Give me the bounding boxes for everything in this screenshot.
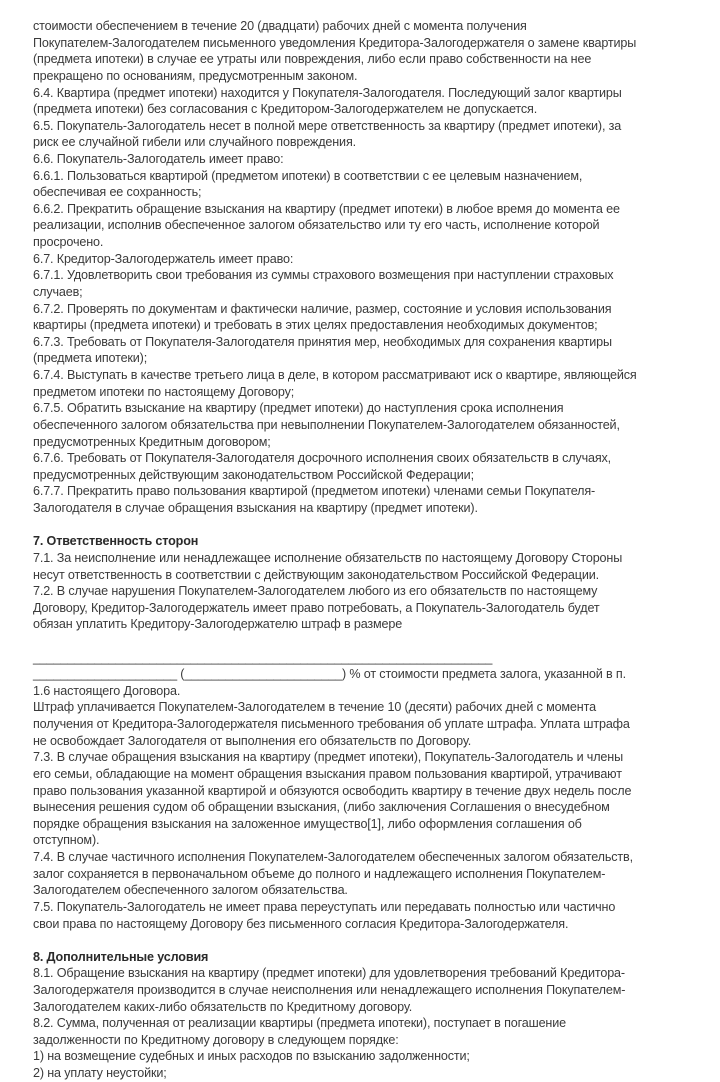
- text-line: предусмотренных Кредитным договором;: [33, 434, 271, 449]
- text-line: обязан уплатить Кредитору-Залогодержателю штраф в размере: [33, 617, 403, 632]
- text-line: 6.7.5. Обратить взыскание на квартиру (предмет ипотеки) до наступления срока исполнения: [33, 401, 564, 416]
- text-line: 6.7. Кредитор-Залогодержатель имеет право:: [33, 251, 294, 266]
- text-line: стоимости обеспечением в течение 20 (двадцати) рабочих дней с момента получения: [33, 19, 527, 33]
- text-line: Залогодателя в случае обращения взыскания на квартиру (предмет ипотеки).: [33, 501, 478, 515]
- text-line: 6.5. Покупатель-Залогодатель несет в полной мере ответственность за квартиру (предмет ипотеки), за: [33, 118, 622, 133]
- text-line: 6.7.7. Прекратить право пользования квартирой (предметом ипотеки) членами семьи Покупателя-: [33, 484, 596, 499]
- text-line: квартиры (предмета ипотеки) и требовать в этих целях предоставления необходимых документов;: [33, 318, 598, 333]
- text-line: отступном).: [33, 833, 100, 848]
- text-line: порядке обращения взыскания на заложенное имущество[1], либо оформления соглашения об: [33, 816, 582, 831]
- text-line: получения от Кредитора-Залогодержателя письменного требования об уплате штрафа. Уплата штрафа: [33, 717, 630, 731]
- text-line: Договору, Кредитор-Залогодержатель имеет право потребовать, а Покупатель-Залогодатель будет: [33, 600, 600, 615]
- text-line: прекращено по основаниям, предусмотренным законом.: [33, 68, 358, 83]
- text-line: несут ответственность в соответствии с действующим законодательством Российской Федерации.: [33, 567, 599, 582]
- text-line: 2) на уплату неустойки;: [33, 1066, 167, 1081]
- text-line: предусмотренных действующим законодательством Российской Федерации;: [33, 467, 474, 482]
- text-line: _____________________ (_______________________) % от стоимости предмета залога, указанной в п.: [33, 667, 626, 682]
- text-line: (предмета ипотеки) в случае ее утраты или повреждения, либо если право собственности на нее: [33, 52, 592, 67]
- text-line: 8.1. Обращение взыскания на квартиру (предмет ипотеки) для удовлетворения требований Кредитора-: [33, 966, 625, 981]
- text-line: 7.5. Покупатель-Залогодатель не имеет права переуступать или передавать полностью или частично: [33, 899, 616, 914]
- text-line: Залогодателем каких-либо обязательств по Кредитному договору.: [33, 999, 413, 1014]
- text-line: 1.6 настоящего Договора.: [33, 683, 181, 698]
- text-line: 8.2. Сумма, полученная от реализации квартиры (предмета ипотеки), поступает в погашение: [33, 1016, 566, 1031]
- text-line: 6.6.1. Пользоваться квартирой (предметом ипотеки) в соответствии с ее целевым назначением,: [33, 168, 583, 183]
- text-line: 6.7.4. Выступать в качестве третьего лица в деле, в котором рассматривают иск о квартире, являющейся: [33, 368, 637, 382]
- text-line: случаев;: [33, 284, 83, 299]
- text-line: 1) на возмещение судебных и иных расходов по взысканию задолженности;: [33, 1049, 470, 1064]
- text-line: (предмета ипотеки) без согласования с Кредитором-Залогодержателем не допускается.: [33, 102, 538, 117]
- text-line: 7.2. В случае нарушения Покупателем-Залогодателем любого из его обязательств по настоящему: [33, 584, 598, 599]
- text-line: обеспеченного залогом обязательства при невыполнении Покупателем-Залогодателем обязанностей,: [33, 417, 620, 432]
- text-line: Залогодателем обеспеченного залогом обязательства.: [33, 883, 348, 898]
- text-line: риск ее случайной гибели или случайного повреждения.: [33, 135, 356, 150]
- text-line: 6.7.2. Проверять по документам и фактически наличие, размер, состояние и условия использования: [33, 301, 612, 316]
- text-line: 6.6. Покупатель-Залогодатель имеет право:: [33, 152, 284, 166]
- text-line: его семьи, обладающие на момент обращения взыскания правом пользования квартирой, утрачивают: [33, 766, 622, 781]
- text-line: Покупателем-Залогодателем письменного уведомления Кредитора-Залогодержателя о замене квартиры: [33, 35, 637, 50]
- text-line: вынесения решения судом об обращении взыскания, (либо заключения Соглашения о внесудебном: [33, 800, 610, 815]
- text-line: залог сохраняется в первоначальном объеме до полного и надлежащего исполнения Покупателем-: [33, 866, 606, 881]
- text-line: 7.4. В случае частичного исполнения Покупателем-Залогодателем обеспеченных залогом обязательств,: [33, 850, 633, 864]
- text-line: ___________________________________________________________________: [33, 650, 493, 665]
- text-line: не освобождает Залогодателя от выполнения его обязательств по Договору.: [33, 733, 472, 748]
- text-line: задолженности по Кредитному договору в следующем порядке:: [33, 1032, 399, 1047]
- text-line: 6.6.2. Прекратить обращение взыскания на квартиру (предмет ипотеки) в любое время до момента ее: [33, 201, 620, 216]
- text-line: 7.1. За неисполнение или ненадлежащее исполнение обязательств по настоящему Договору Стороны: [33, 550, 623, 565]
- text-line: свои права по настоящему Договору без письменного согласия Кредитора-Залогодержателя.: [33, 916, 569, 931]
- text-line: (предмета ипотеки);: [33, 351, 148, 366]
- text-line: Залогодержателя производится в случае неисполнения или ненадлежащего исполнения Покупателем-: [33, 983, 626, 997]
- text-line: предметом ипотеки по настоящему Договору;: [33, 384, 295, 399]
- text-line: просрочено.: [33, 235, 104, 250]
- text-line: обеспечивая ее сохранность;: [33, 185, 202, 200]
- text-line: реализации, исполнив обеспеченное залогом обязательство или ту его часть, исполнение которой: [33, 218, 600, 233]
- text-line: 6.4. Квартира (предмет ипотеки) находится у Покупателя-Залогодателя. Последующий залог квартиры: [33, 85, 622, 100]
- text-line: право пользования указанной квартирой и обязуются освободить квартиру в течение двух недель после: [33, 783, 632, 798]
- heading-section-8: 8. Дополнительные условия: [33, 949, 209, 964]
- text-line: 6.7.1. Удовлетворить свои требования из суммы страхового возмещения при наступлении страховых: [33, 268, 614, 283]
- text-line: Штраф уплачивается Покупателем-Залогодателем в течение 10 (десяти) рабочих дней с момента: [33, 700, 596, 715]
- text-line: 6.7.3. Требовать от Покупателя-Залогодателя принятия мер, необходимых для сохранения квартиры: [33, 334, 612, 349]
- heading-section-7: 7. Ответственность сторон: [33, 534, 199, 549]
- text-line: 6.7.6. Требовать от Покупателя-Залогодателя досрочного исполнения своих обязательств в случаях,: [33, 451, 611, 466]
- text-line: 7.3. В случае обращения взыскания на квартиру (предмет ипотеки), Покупатель-Залогодатель и члены: [33, 750, 623, 765]
